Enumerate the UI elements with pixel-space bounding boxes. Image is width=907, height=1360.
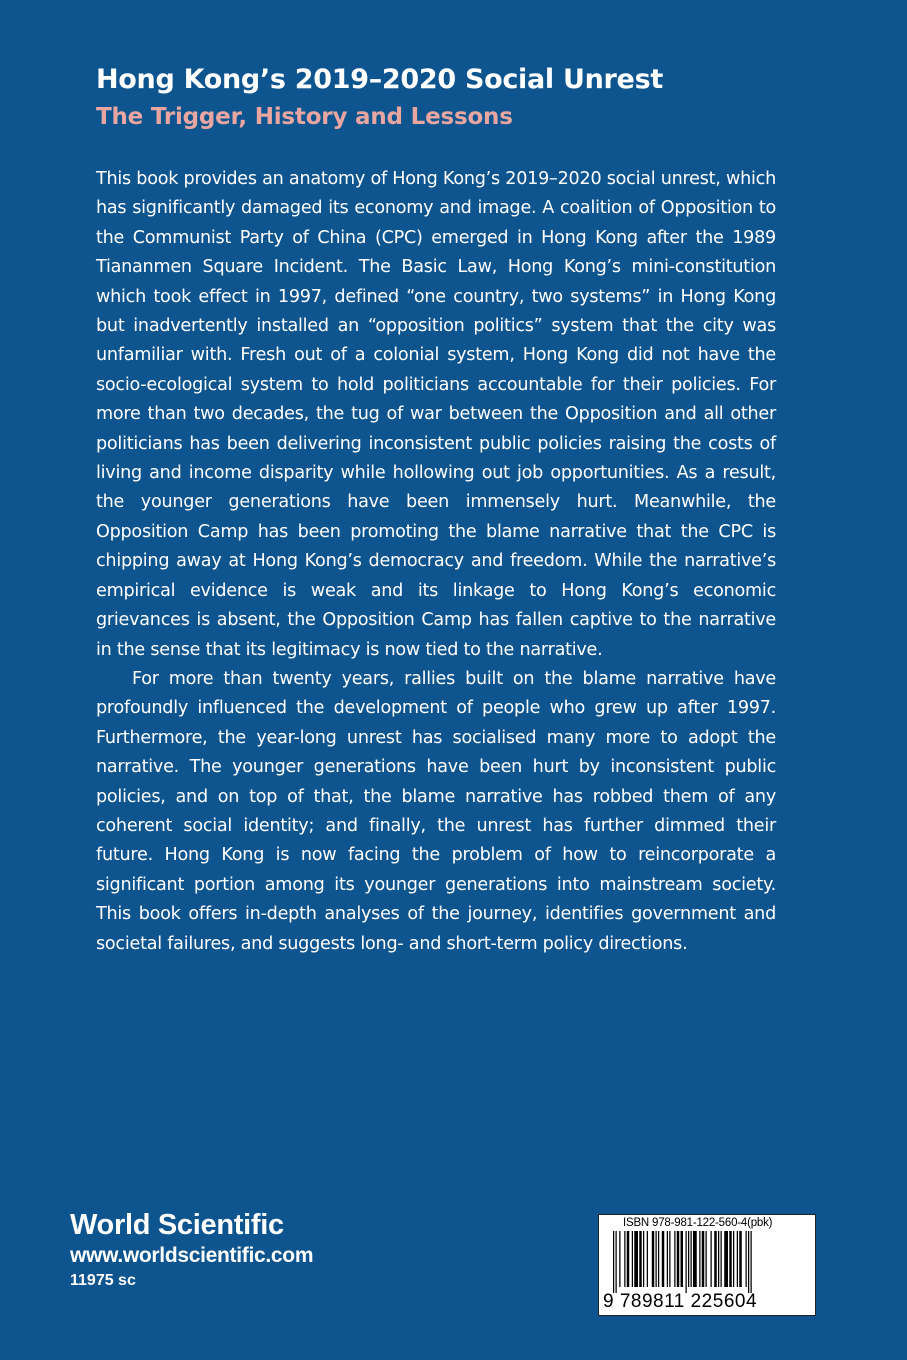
isbn-label: ISBN 978-981-122-560-4(pbk) [623,1217,773,1229]
publisher-name: World Scientific [70,1209,284,1241]
barcode-bar [639,1231,642,1287]
barcode-bar [656,1231,657,1287]
barcode-bar [706,1231,707,1287]
barcode-bar [714,1231,717,1287]
barcode-bar [751,1231,752,1293]
barcode-bar [718,1231,719,1287]
publisher-url: www.worldscientific.com [70,1244,314,1267]
barcode-bar [681,1231,684,1287]
book-title: Hong Kong’s 2019–2020 Social Unrest [96,64,663,95]
barcode-bar [686,1231,687,1293]
barcode-bar [711,1231,712,1287]
description-paragraph-1: This book provides an anatomy of Hong Kong’s 2019–2020 social unrest, which has significantly damaged its economy and image. A coalition of Opposition to the Communist Party of China (CPC) emerged in Hong Kong after the 1989 Tiananmen Square Incident. The Basic Law, Hong Kong’s mini-constitution which took effect in 1997, defined “one country, two systems” in Hong Kong but inadvertently installed an “opposition politics” system that the city was unfamiliar with. Fresh out of a colonial system, Hong Kong did not have the socio-ecological system to hold politicians accountable for their policies. For more than two decades, the tug of war between the Opposition and all other politicians has been delivering inconsistent public policies raising the costs of living and income disparity while hollowing out job opportunities. As a result, the younger generations have been immensely hurt. Meanwhile, the Opposition Camp has been promoting the blame narrative that the CPC is chipping away at Hong Kong’s democracy and freedom. While the narrative’s empirical evidence is weak and its linkage to Hong Kong’s economic grievances is absent, the Opposition Camp has fallen captive to the narrative in the sense that its legitimacy is now tied to the narrative. [96,169,776,660]
barcode-bar [616,1231,617,1293]
barcode-bar [729,1231,732,1287]
publisher-code: 11975 sc [70,1272,136,1289]
barcode-bar [691,1231,692,1287]
barcode-bar [693,1231,697,1287]
barcode-bar [702,1231,705,1287]
isbn-barcode [598,1214,816,1316]
barcode-bar [724,1231,728,1287]
barcode-bar [634,1231,638,1287]
barcode-bar [647,1231,648,1287]
description-paragraph-2: For more than twenty years, rallies built on the blame narrative have profoundly influenced the development of people who grew up after 1997. Furthermore, the year-long unrest has socialised many more to adopt the narrative. The younger generations have been hurt by inconsistent public policies, and on top of that, the blame narrative has robbed them of any coherent social identity; and finally, the unrest has further dimmed their future. Hong Kong is now facing the problem of how to reincorporate a significant portion among its younger generations into mainstream society. This book offers in-depth analyses of the journey, identifies government and societal failures, and suggests long- and short-term policy directions. [96,668,776,954]
barcode-bars [613,1231,803,1293]
book-description [96,165,776,959]
barcode-bar [658,1231,659,1287]
barcode-digits: 9 789811 225604 [603,1291,758,1312]
publisher-block [70,1207,313,1293]
barcode-bar [677,1231,680,1287]
barcode-bar [721,1231,722,1287]
barcode-bar [699,1231,700,1287]
barcode-bar [739,1231,742,1287]
barcode-bar [746,1231,747,1287]
barcode-bar [733,1231,734,1287]
barcode-bar [627,1231,630,1287]
barcode-bar [674,1231,675,1287]
barcode-bar [632,1231,633,1287]
barcode-bar [643,1231,644,1287]
barcode-bar [688,1231,689,1287]
barcode-bar [667,1231,668,1287]
barcode-bar [669,1231,670,1287]
barcode-bar [624,1231,625,1287]
barcode-bar [613,1231,614,1293]
barcode-bar [662,1231,665,1287]
barcode-bar [737,1231,738,1287]
barcode-bar [619,1231,620,1287]
barcode-bar [652,1231,655,1287]
barcode-bar [748,1231,749,1293]
book-subtitle: The Trigger, History and Lessons [96,104,513,130]
